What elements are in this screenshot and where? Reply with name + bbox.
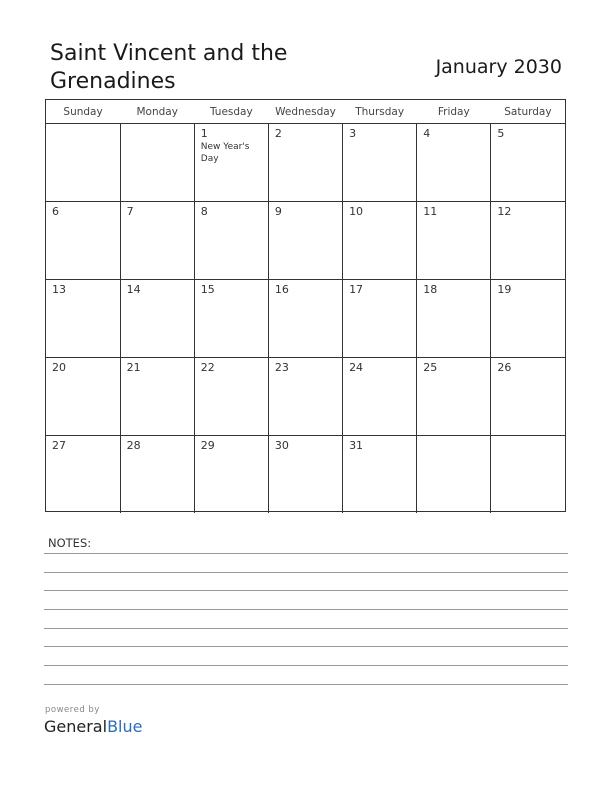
notes-label: NOTES: (48, 536, 92, 550)
day-number (491, 436, 565, 439)
day-cell (491, 358, 565, 436)
day-cell (343, 202, 417, 280)
day-number: 22 (200, 361, 215, 374)
day-number: 7 (126, 205, 134, 218)
brand-general: General (44, 717, 108, 736)
day-number: 8 (200, 205, 208, 218)
weekday-sunday: Sunday (46, 100, 120, 124)
day-cell (46, 436, 120, 514)
weekday-thursday: Thursday (343, 100, 417, 124)
day-number: 31 (349, 439, 364, 452)
day-number: 3 (349, 127, 357, 140)
day-cell (417, 124, 491, 202)
weekday-saturday: Saturday (491, 100, 565, 124)
day-cell (120, 124, 194, 202)
day-number (46, 124, 120, 127)
day-cell (268, 124, 342, 202)
day-number: 16 (274, 283, 289, 296)
day-number (417, 436, 490, 439)
day-number: 27 (52, 439, 66, 452)
notes-line (44, 684, 568, 685)
day-cell (417, 436, 491, 514)
day-cell (120, 280, 194, 358)
day-number: 2 (274, 127, 282, 140)
brand-blue: Blue (107, 717, 143, 736)
day-number: 12 (497, 205, 512, 218)
month-label: January 2030 (435, 56, 562, 78)
holiday-label: New Year's Day (200, 142, 250, 164)
day-number: 11 (423, 205, 438, 218)
title-line-2: Grenadines (50, 69, 176, 94)
day-cell (46, 202, 120, 280)
notes-line (44, 609, 568, 610)
notes-line (44, 553, 568, 554)
day-cell (46, 280, 120, 358)
day-cell (343, 358, 417, 436)
day-cell (46, 124, 120, 202)
day-cell (194, 436, 268, 514)
day-cell (417, 202, 491, 280)
weekday-wednesday: Wednesday (268, 100, 342, 124)
weekday-friday: Friday (417, 100, 491, 124)
day-number: 25 (423, 361, 438, 374)
day-cell (120, 358, 194, 436)
day-number: 26 (497, 361, 512, 374)
day-cell (194, 280, 268, 358)
day-cell (120, 202, 194, 280)
day-number (121, 124, 194, 127)
day-number: 28 (126, 439, 141, 452)
notes-line (44, 628, 568, 629)
weekday-tuesday: Tuesday (194, 100, 268, 124)
day-cell (46, 358, 120, 436)
day-number: 18 (423, 283, 438, 296)
day-cell (491, 124, 565, 202)
day-number: 5 (497, 127, 505, 140)
day-number: 19 (497, 283, 512, 296)
powered-by-label: powered by (45, 705, 100, 715)
day-number: 13 (52, 283, 66, 296)
notes-line (44, 646, 568, 647)
day-cell (268, 436, 342, 514)
day-cell (194, 124, 268, 202)
day-cell (343, 280, 417, 358)
day-number: 14 (126, 283, 141, 296)
day-cell (268, 280, 342, 358)
day-cell (343, 124, 417, 202)
title-line-1: Saint Vincent and the (50, 41, 288, 66)
day-number: 24 (349, 361, 364, 374)
week-row (46, 436, 565, 514)
page-title (50, 40, 350, 96)
day-number: 20 (52, 361, 66, 374)
day-cell (417, 280, 491, 358)
day-number: 17 (349, 283, 364, 296)
day-cell (417, 358, 491, 436)
day-number: 30 (274, 439, 289, 452)
week-row (46, 358, 565, 436)
day-number: 1 (200, 127, 208, 140)
day-cell (268, 202, 342, 280)
day-cell (268, 358, 342, 436)
weekday-monday: Monday (120, 100, 194, 124)
calendar-grid (45, 99, 566, 512)
day-cell (120, 436, 194, 514)
day-cell (491, 436, 565, 514)
notes-line (44, 590, 568, 591)
day-number: 15 (200, 283, 215, 296)
day-number: 4 (423, 127, 431, 140)
day-cell (491, 202, 565, 280)
week-row (46, 124, 565, 202)
day-cell (194, 202, 268, 280)
day-number: 10 (349, 205, 364, 218)
day-number: 6 (52, 205, 59, 218)
day-number: 9 (274, 205, 282, 218)
day-number: 29 (200, 439, 215, 452)
day-number: 23 (274, 361, 289, 374)
week-row (46, 280, 565, 358)
day-cell (194, 358, 268, 436)
brand-logo (44, 717, 142, 736)
weekday-header-row (46, 100, 565, 124)
notes-line (44, 665, 568, 666)
notes-line (44, 572, 568, 573)
day-cell (343, 436, 417, 514)
day-number: 21 (126, 361, 141, 374)
day-cell (491, 280, 565, 358)
week-row (46, 202, 565, 280)
